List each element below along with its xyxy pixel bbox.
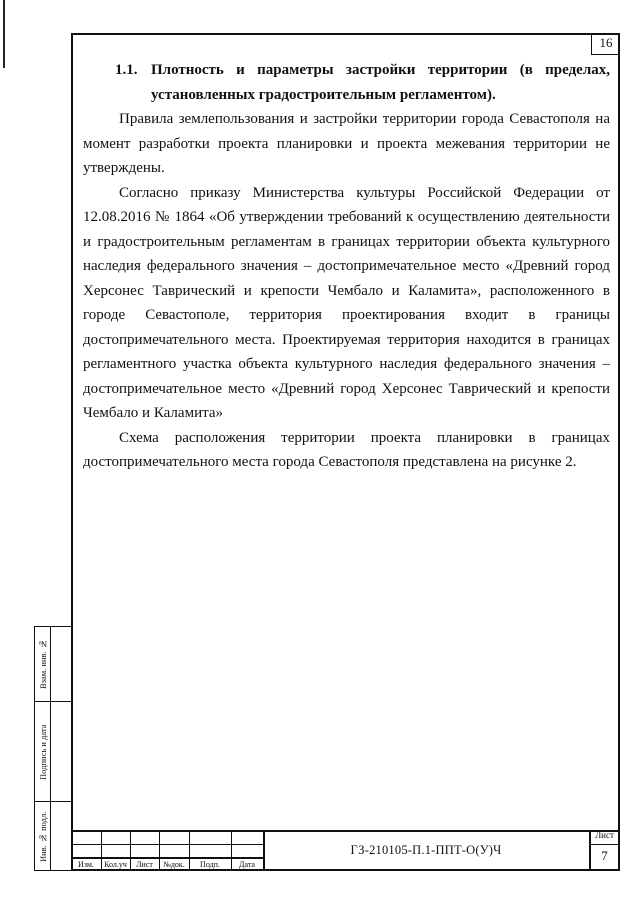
paragraph-1: Правила землепользования и застройки территории города Севастополя на момент разработки проекта планировки и проекта межевания территории не утверждены. <box>83 111 610 176</box>
section-number: 1.1. <box>115 62 138 78</box>
replace-inv-label: Взам. инв. № <box>38 639 48 689</box>
signature-date-label: Подпись и дата <box>38 724 48 780</box>
title-block <box>71 830 620 871</box>
sheet-label: Лист <box>595 830 614 840</box>
document-body <box>83 58 610 475</box>
col-label-izm: Изм. <box>78 860 94 869</box>
section-heading <box>83 58 610 107</box>
col-label-list: Лист <box>136 860 153 869</box>
side-stamp-strip <box>34 626 72 871</box>
paragraph-2: Согласно приказу Министерства культуры Российской Федерации от 12.08.2016 № 1864 «Об утверждении требований к осуществлению деятельности и градостроительным регламентам в границах территории объекта культурного наследия федерального значения – достопримечательное место «Древний город Херсонес Таврический и крепости Чембало и Каламита», расположенного в городе Севастополе, территория проектирования входит в границы достопримечательного места. Проектируемая территория находится в границах регламентного участка объекта культурного наследия федерального значения – достопримечательное место «Древний город Херсонес Таврический и крепости Чембало и Каламита» <box>83 184 610 421</box>
section-title-line1: Плотность и параметры застройки территории (в пределах, <box>151 62 610 78</box>
col-label-data: Дата <box>239 860 255 869</box>
col-label-podp: Подп. <box>200 860 220 869</box>
col-label-koluch: Кол.уч <box>104 860 127 869</box>
page-number-box <box>591 33 620 55</box>
sheet-number: 7 <box>601 848 608 863</box>
page-number: 16 <box>599 35 613 50</box>
scan-edge-mark <box>3 0 5 68</box>
col-label-ndok: №док. <box>163 860 185 869</box>
inv-no-label: Инв. № подл. <box>38 811 48 863</box>
section-title-line2: установленных градостроительным регламентом). <box>151 86 496 103</box>
paragraph-3: Схема расположения территории проекта планировки в границах достопримечательного места города Севастополя представлена на рисунке 2. <box>83 429 610 470</box>
document-code: ГЗ-210105-П.1-ППТ-О(У)Ч <box>350 843 502 857</box>
